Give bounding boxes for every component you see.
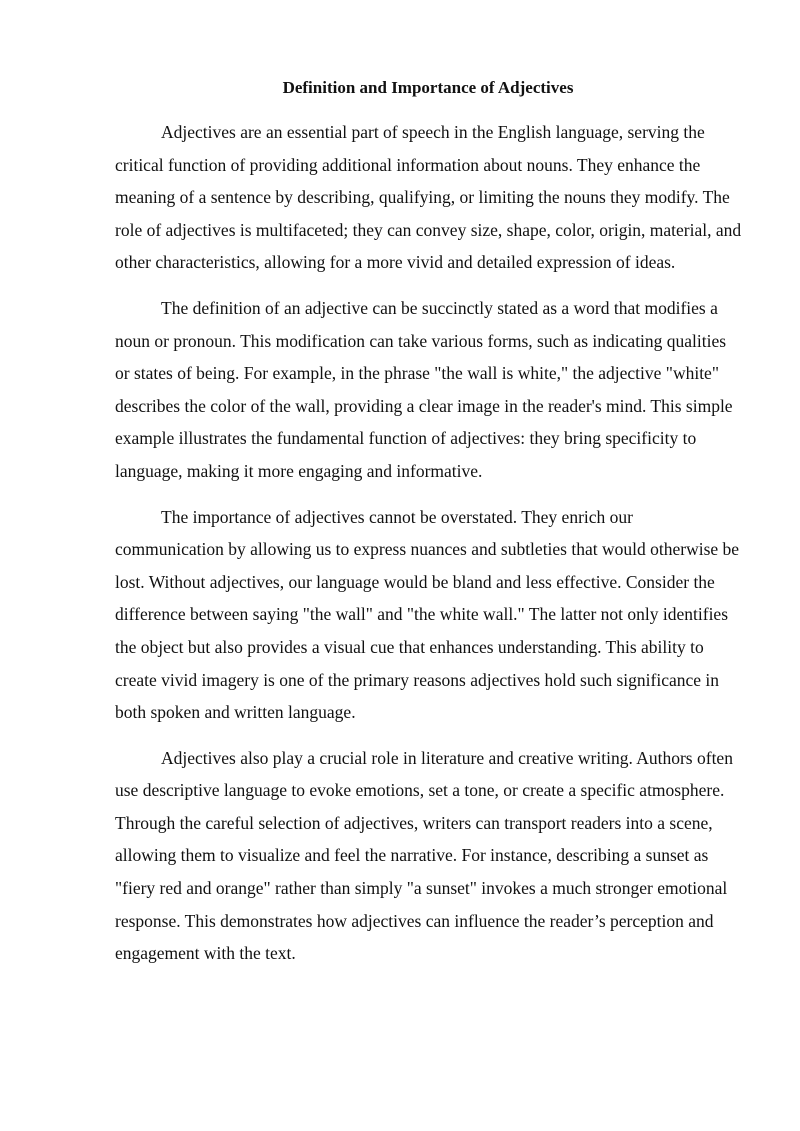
paragraph-4: Adjectives also play a crucial role in literature and creative writing. Authors often use descriptive language to evoke emotions, set a tone, or create a specific atmosphere. Through the careful selection of adjectives, writers can transport readers into a scene, allowing them to visualize and feel the narrative. For instance, describing a sunset as "fiery red and orange" rather than simply "a sunset" invokes a much stronger emotional response. This demonstrates how adjectives can influence the reader’s perception and engagement with the text. [115, 747, 733, 964]
paragraph-1: Adjectives are an essential part of speech in the English language, serving the critical function of providing additional information about nouns. They enhance the meaning of a sentence by describing, qualifying, or limiting the nouns they modify. The role of adjectives is multifaceted; they can convey size, shape, color, origin, material, and other characteristics, allowing for a more vivid and detailed expression of ideas. [115, 122, 742, 273]
document-title: Definition and Importance of Adjectives [282, 78, 574, 97]
paragraph-3: The importance of adjectives cannot be overstated. They enrich our communication by allowing us to express nuances and subtleties that would otherwise be lost. Without adjectives, our language would be bland and less effective. Consider the difference between saying "the wall" and "the white wall." The latter not only identifies the object but also provides a visual cue that enhances understanding. This ability to create vivid imagery is one of the primary reasons adjectives hold such significance in both spoken and written language. [115, 506, 740, 723]
document-body [115, 116, 742, 983]
paragraph-2: The definition of an adjective can be succinctly stated as a word that modifies a noun or pronoun. This modification can take various forms, such as indicating qualities or states of being. For example, in the phrase "the wall is white," the adjective "white" describes the color of the wall, providing a clear image in the reader's mind. This simple example illustrates the fundamental function of adjectives: they bring specificity to language, making it more engaging and informative. [115, 297, 733, 481]
